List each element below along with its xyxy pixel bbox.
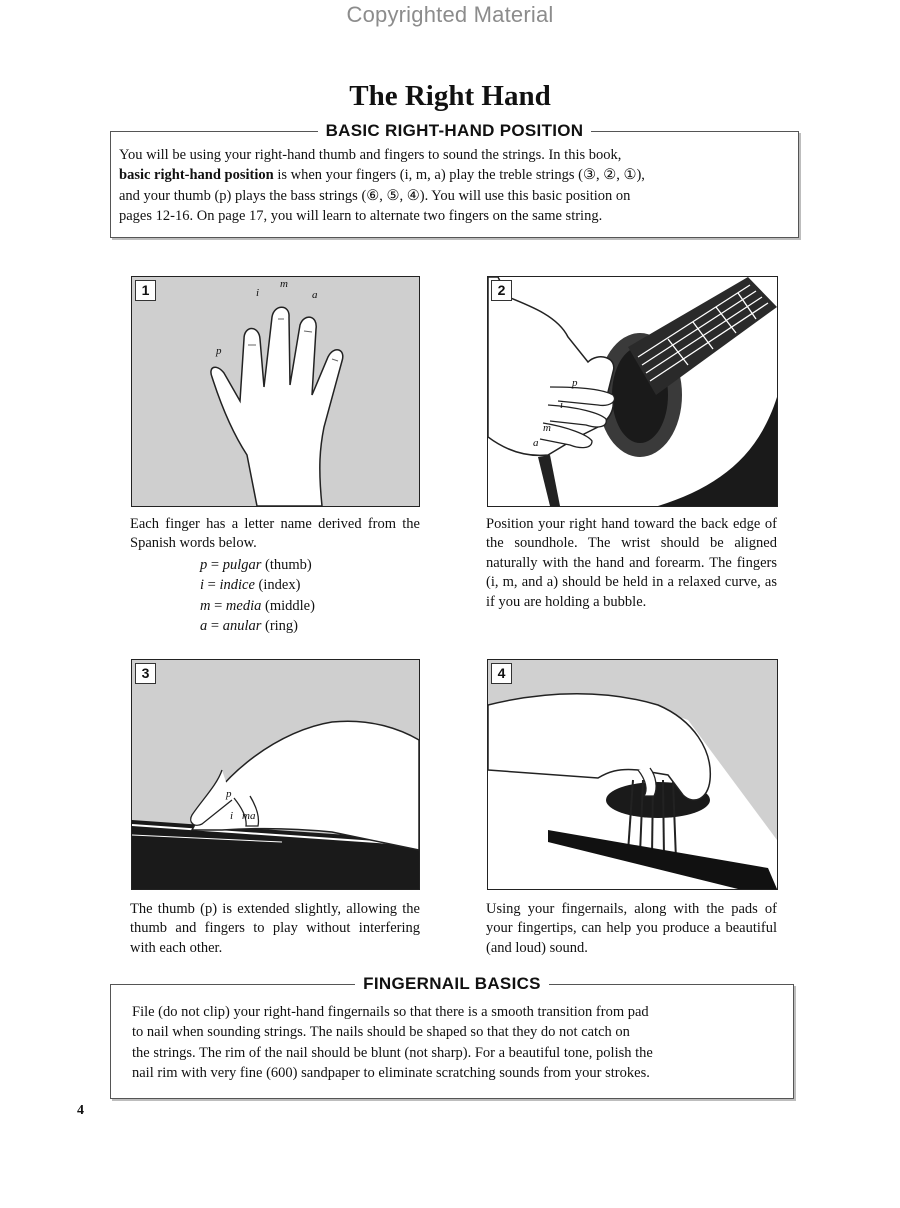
hand-on-guitar-illustration bbox=[488, 277, 777, 506]
finger-name-row: p = pulgar (thumb) bbox=[200, 557, 312, 573]
basic-position-box bbox=[110, 121, 799, 238]
fingernail-basics-text bbox=[132, 1002, 792, 1083]
fingernail-strings-illustration bbox=[488, 660, 777, 889]
basic-position-text bbox=[119, 145, 791, 226]
basic-line-4: pages 12-16. On page 17, you will learn to alternate two fingers on the same string. bbox=[119, 207, 603, 224]
label-i: i bbox=[256, 287, 260, 299]
label-p: p bbox=[226, 788, 232, 800]
figure-4-number: 4 bbox=[491, 663, 512, 684]
figure-4-fingernails bbox=[487, 659, 778, 890]
label-i: i bbox=[560, 399, 564, 411]
figure-3-number: 3 bbox=[135, 663, 156, 684]
label-a: a bbox=[533, 437, 539, 449]
figure-2-guitar bbox=[487, 276, 778, 507]
page-title: The Right Hand bbox=[349, 80, 551, 112]
label-m: m bbox=[280, 278, 288, 290]
basic-line-2 bbox=[119, 165, 791, 185]
label-i: i bbox=[230, 810, 234, 822]
figure-2-caption: Position your right hand toward the back edge of the soundhole. The wrist should be aligned naturally with the hand and forearm. The fingers (i, m, and a) should be held in a relaxed curve, as if you are holding a bubble. bbox=[486, 516, 777, 610]
nail-line-1: File (do not clip) your right-hand fingernails so that there is a smooth transition from pad bbox=[132, 1004, 649, 1020]
figure-2-number: 2 bbox=[491, 280, 512, 301]
fingernail-basics-box bbox=[110, 974, 794, 1099]
label-p: p bbox=[216, 345, 222, 357]
basic-position-heading: BASIC RIGHT-HAND POSITION bbox=[111, 119, 798, 144]
nail-line-3: the strings. The rim of the nail should be blunt (not sharp). For a beautiful tone, polish the bbox=[132, 1044, 653, 1061]
basic-line-3: and your thumb (p) plays the bass strings (⑥, ⑤, ④). You will use this basic position on bbox=[119, 187, 631, 204]
figure-1-hand bbox=[131, 276, 420, 507]
figure-1-caption: Each finger has a letter name derived from the Spanish words below. bbox=[130, 516, 420, 552]
basic-position-term: basic right-hand position bbox=[119, 167, 274, 184]
finger-name-row: a = anular (ring) bbox=[200, 617, 298, 634]
figure-3-thumb bbox=[131, 659, 420, 890]
figure-4-caption: Using your fingernails, along with the pads of your fingertips, can help you produce a beautiful (and loud) sound. bbox=[486, 901, 777, 956]
basic-line-2-rest: is when your fingers (i, m, a) play the treble strings (③, ②, ①), bbox=[273, 167, 645, 184]
finger-name-list bbox=[200, 555, 315, 636]
nail-line-2: to nail when sounding strings. The nails should be shaped so that they do not catch on bbox=[132, 1024, 630, 1041]
finger-name-row: m = media (middle) bbox=[200, 597, 315, 614]
finger-name-row: i = indice (index) bbox=[200, 577, 301, 594]
label-p: p bbox=[572, 377, 578, 389]
nail-line-4: nail rim with very fine (600) sandpaper to eliminate scratching sounds from your strokes. bbox=[132, 1064, 650, 1081]
basic-line-1: You will be using your right-hand thumb and fingers to sound the strings. In this book, bbox=[119, 147, 622, 163]
open-hand-illustration bbox=[132, 277, 419, 506]
thumb-extended-illustration bbox=[132, 660, 419, 889]
copyright-watermark: Copyrighted Material bbox=[346, 2, 554, 27]
figure-3-caption: The thumb (p) is extended slightly, allowing the thumb and fingers to play without interfering with each other. bbox=[130, 901, 420, 956]
label-a: a bbox=[312, 289, 318, 301]
page-number: 4 bbox=[77, 1103, 84, 1118]
figure-1-number: 1 bbox=[135, 280, 156, 301]
label-m: m bbox=[543, 422, 551, 434]
fingernail-basics-heading: FINGERNAIL BASICS bbox=[111, 972, 793, 997]
label-ma: ma bbox=[242, 810, 256, 822]
